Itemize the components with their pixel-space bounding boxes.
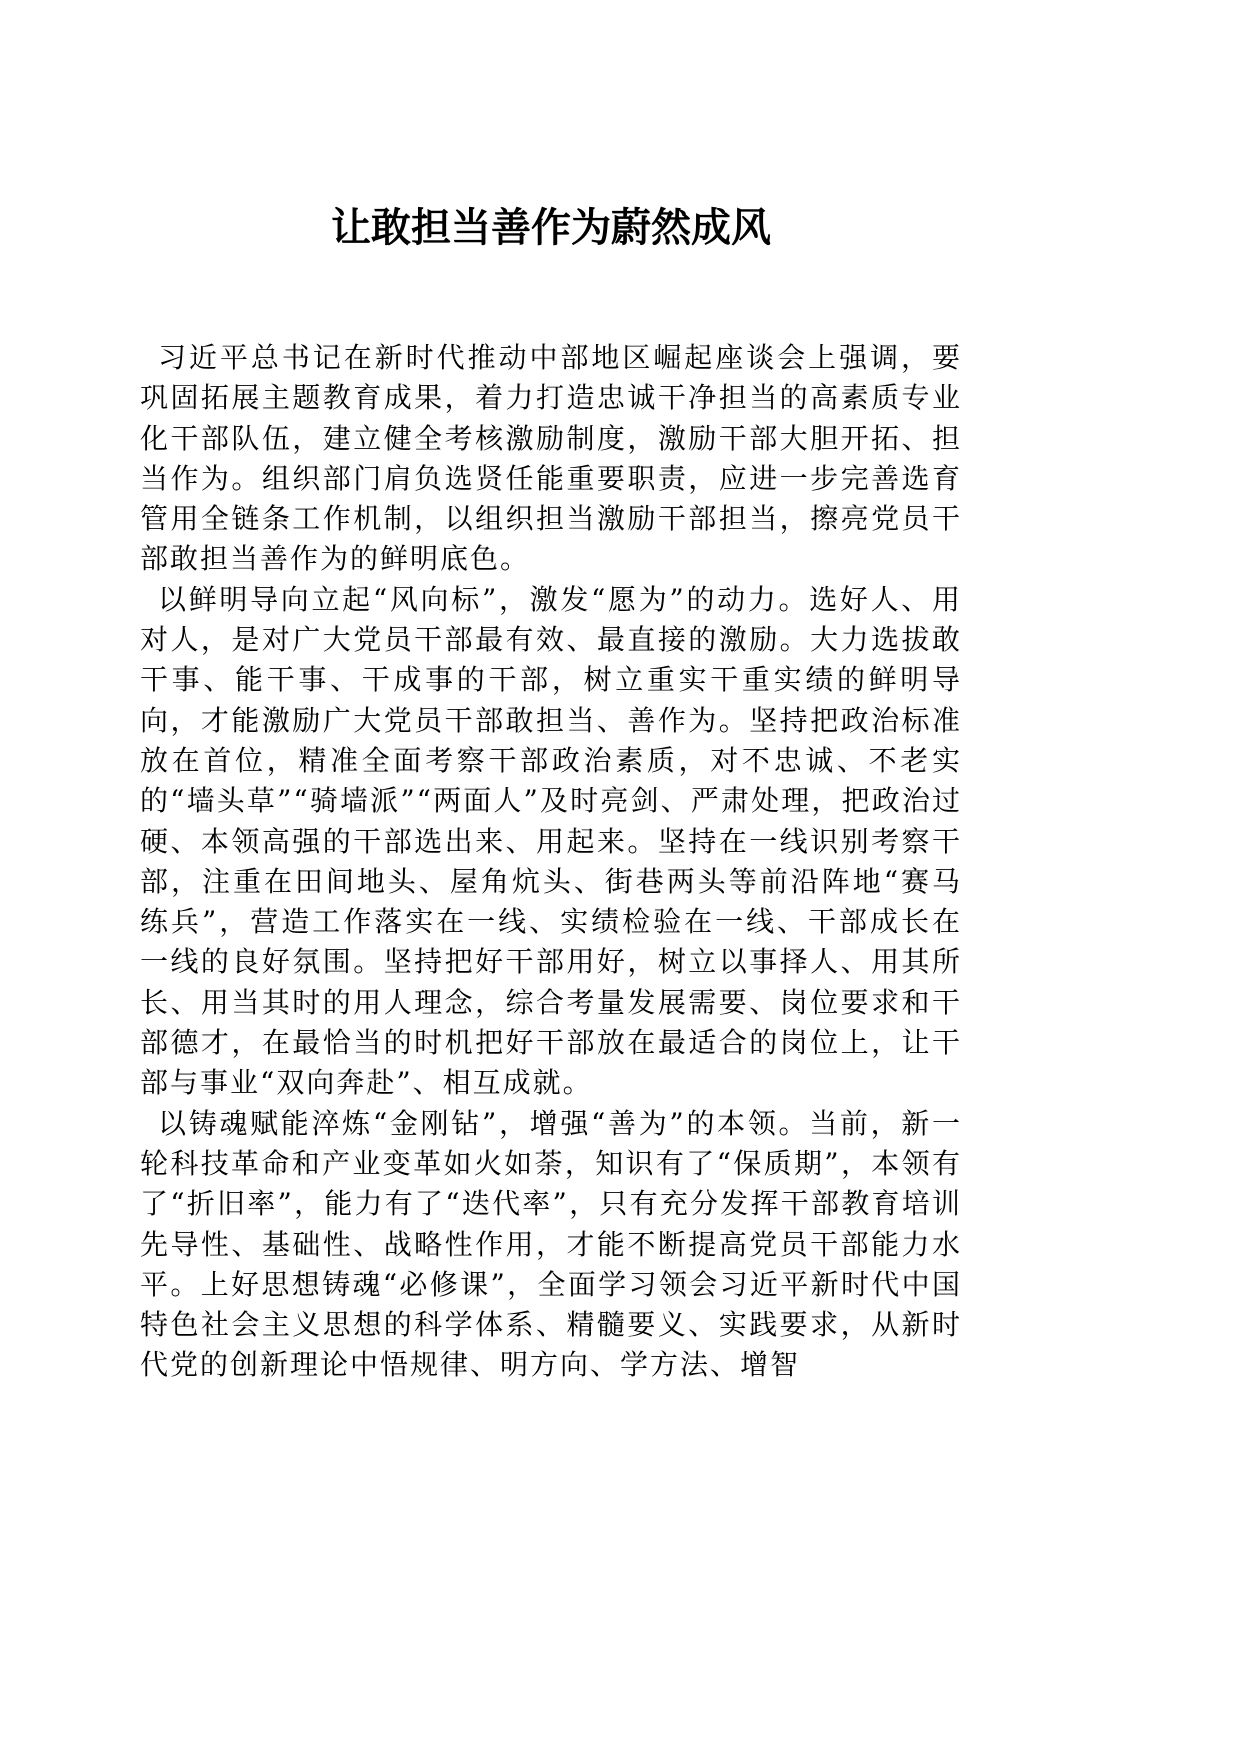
paragraph-1: 习近平总书记在新时代推动中部地区崛起座谈会上强调，要巩固拓展主题教育成果，着力打造忠诚干净担当的高素质专业化干部队伍，建立健全考核激励制度，激励干部大胆开拓、担当作为。组织部门肩负选贤任能重要职责，应进一步完善选育管用全链条工作机制，以组织担当激励干部担当，擦亮党员干部敢担当善作为的鲜明底色。 bbox=[140, 341, 962, 576]
paragraph-2: 以鲜明导向立起“风向标”，激发“愿为”的动力。选好人、用对人，是对广大党员干部最有效、最直接的激励。大力选拔敢干事、能干事、干成事的干部，树立重实干重实绩的鲜明导向，才能激励广大党员干部敢担当、善作为。坚持把政治标准放在首位，精准全面考察干部政治素质，对不忠诚、不老实的“墙头草”“骑墙派”“两面人”及时亮剑、严肃处理，把政治过硬、本领高强的干部选出来、用起来。坚持在一线识别考察干部，注重在田间地头、屋角炕头、街巷两头等前沿阵地“赛马练兵”，营造工作落实在一线、实绩检验在一线、干部成长在一线的良好氛围。坚持把好干部用好，树立以事择人、用其所长、用当其时的用人理念，综合考量发展需要、岗位要求和干部德才，在最恰当的时机把好干部放在最适合的岗位上，让干部与事业“双向奔赴”、相互成就。 bbox=[140, 582, 962, 1100]
document-body bbox=[140, 338, 962, 1386]
paragraph-3: 以铸魂赋能淬炼“金刚钻”，增强“善为”的本领。当前，新一轮科技革命和产业变革如火如荼，知识有了“保质期”，本领有了“折旧率”，能力有了“迭代率”，只有充分发挥干部教育培训先导性、基础性、战略性作用，才能不断提高党员干部能力水平。上好思想铸魂“必修课”，全面学习领会习近平新时代中国特色社会主义思想的科学体系、精髓要义、实践要求，从新时代党的创新理论中悟规律、明方向、学方法、增智 bbox=[140, 1106, 962, 1382]
document-title: 让敢担当善作为蔚然成风 bbox=[331, 204, 771, 251]
